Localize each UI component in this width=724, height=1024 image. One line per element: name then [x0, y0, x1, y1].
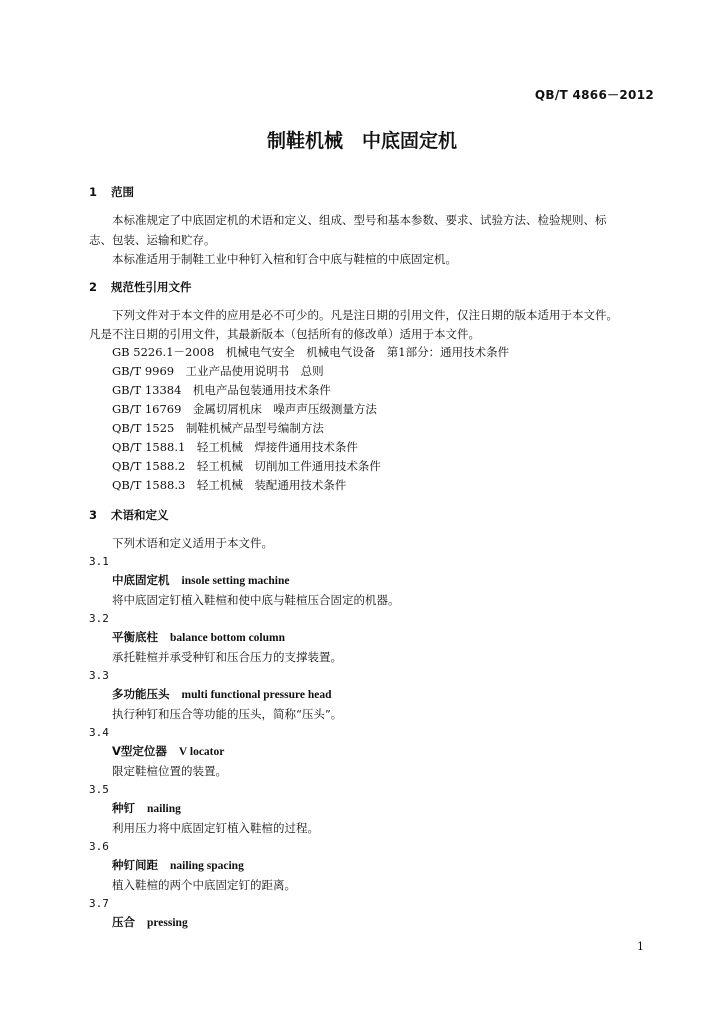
term-heading — [112, 800, 181, 816]
reference-item — [112, 420, 324, 436]
term-english: V locator — [178, 746, 225, 758]
reference-title: 轻工机械 焊接件通用技术条件 — [196, 440, 358, 454]
reference-title: 制鞋机械产品型号编制方法 — [185, 421, 324, 435]
section-1-heading — [89, 184, 134, 200]
term-heading — [112, 572, 289, 588]
term-chinese: 中底固定机 — [112, 573, 170, 587]
paragraph-line: 志、包装、运输和贮存。 — [89, 233, 216, 247]
term-definition: 将中底固定钉植入鞋楦和使中底与鞋楦压合固定的机器。 — [112, 593, 400, 607]
page-title: 制鞋机械 中底固定机 — [266, 130, 457, 152]
term-definition: 承托鞋楦并承受种钉和压合压力的支撑装置。 — [112, 650, 342, 664]
term-heading — [112, 743, 224, 759]
term-english: insole setting machine — [181, 575, 290, 587]
section-number: 3 — [89, 508, 98, 522]
paragraph-line: 下列文件对于本文件的应用是必不可少的。凡是注日期的引用文件，仅注日期的版本适用于本文件。 — [112, 308, 618, 322]
reference-code: GB/T 9969 — [112, 364, 175, 378]
reference-code: QB/T 1525 — [112, 421, 175, 435]
section-title: 范围 — [111, 185, 134, 199]
reference-title: 金属切屑机床 噪声声压级测量方法 — [192, 402, 377, 416]
section-number: 1 — [89, 185, 98, 199]
paragraph-line: 凡是不注日期的引用文件，其最新版本（包括所有的修改单）适用于本文件。 — [89, 327, 480, 341]
term-definition: 限定鞋楦位置的装置。 — [112, 764, 227, 778]
section-title: 术语和定义 — [111, 508, 169, 522]
reference-title: 轻工机械 装配通用技术条件 — [196, 478, 347, 492]
term-heading — [112, 629, 285, 645]
reference-code: QB/T 1588.1 — [112, 440, 186, 454]
reference-title: 轻工机械 切削加工件通用技术条件 — [196, 459, 381, 473]
term-heading — [112, 686, 332, 702]
term-chinese: 多功能压头 — [112, 687, 170, 701]
reference-item — [112, 344, 509, 360]
reference-item — [112, 363, 324, 379]
page-number: 1 — [637, 940, 644, 953]
term-english: multi functional pressure head — [181, 689, 332, 701]
section-3-heading — [89, 507, 169, 523]
term-chinese: V型定位器 — [112, 744, 167, 758]
term-chinese: 种钉 — [112, 801, 135, 815]
reference-title: 工业产品使用说明书 总则 — [185, 364, 324, 378]
term-number: 3.3 — [89, 669, 109, 682]
reference-item — [112, 458, 381, 474]
standard-code: QB/T 4866－2012 — [534, 88, 654, 102]
reference-item — [112, 401, 377, 417]
term-chinese: 平衡底柱 — [112, 630, 158, 644]
term-heading — [112, 857, 244, 873]
reference-title: 机械电气安全 机械电气设备 第1部分：通用技术条件 — [225, 345, 510, 359]
paragraph-line: 本标准适用于制鞋工业中种钉入楦和钉合中底与鞋楦的中底固定机。 — [112, 252, 457, 266]
term-english: nailing spacing — [170, 860, 244, 872]
section-number: 2 — [89, 280, 98, 294]
reference-title: 机电产品包装通用技术条件 — [192, 383, 331, 397]
term-definition: 执行种钉和压合等功能的压头，简称“压头”。 — [112, 707, 343, 721]
section-title: 规范性引用文件 — [111, 280, 192, 294]
term-number: 3.1 — [89, 555, 109, 568]
term-number: 3.2 — [89, 612, 109, 625]
reference-item — [112, 382, 331, 398]
reference-code: GB/T 16769 — [112, 402, 182, 416]
paragraph-line: 下列术语和定义适用于本文件。 — [112, 536, 273, 550]
reference-code: QB/T 1588.2 — [112, 459, 186, 473]
term-english: pressing — [147, 917, 188, 929]
term-definition: 植入鞋楦的两个中底固定钉的距离。 — [112, 878, 296, 892]
term-chinese: 种钉间距 — [112, 858, 158, 872]
term-heading — [112, 914, 188, 930]
term-number: 3.5 — [89, 783, 109, 796]
reference-item — [112, 439, 358, 455]
term-number: 3.7 — [89, 897, 109, 910]
term-definition: 利用压力将中底固定钉植入鞋楦的过程。 — [112, 821, 319, 835]
term-english: balance bottom column — [170, 632, 285, 644]
term-chinese: 压合 — [112, 915, 135, 929]
reference-code: GB 5226.1－2008 — [112, 345, 215, 359]
term-number: 3.6 — [89, 840, 109, 853]
reference-item — [112, 477, 346, 493]
term-number: 3.4 — [89, 726, 109, 739]
reference-code: GB/T 13384 — [112, 383, 182, 397]
reference-code: QB/T 1588.3 — [112, 478, 186, 492]
term-english: nailing — [147, 803, 181, 815]
paragraph-line: 本标准规定了中底固定机的术语和定义、组成、型号和基本参数、要求、试验方法、检验规则、标 — [112, 213, 607, 227]
section-2-heading — [89, 279, 192, 295]
